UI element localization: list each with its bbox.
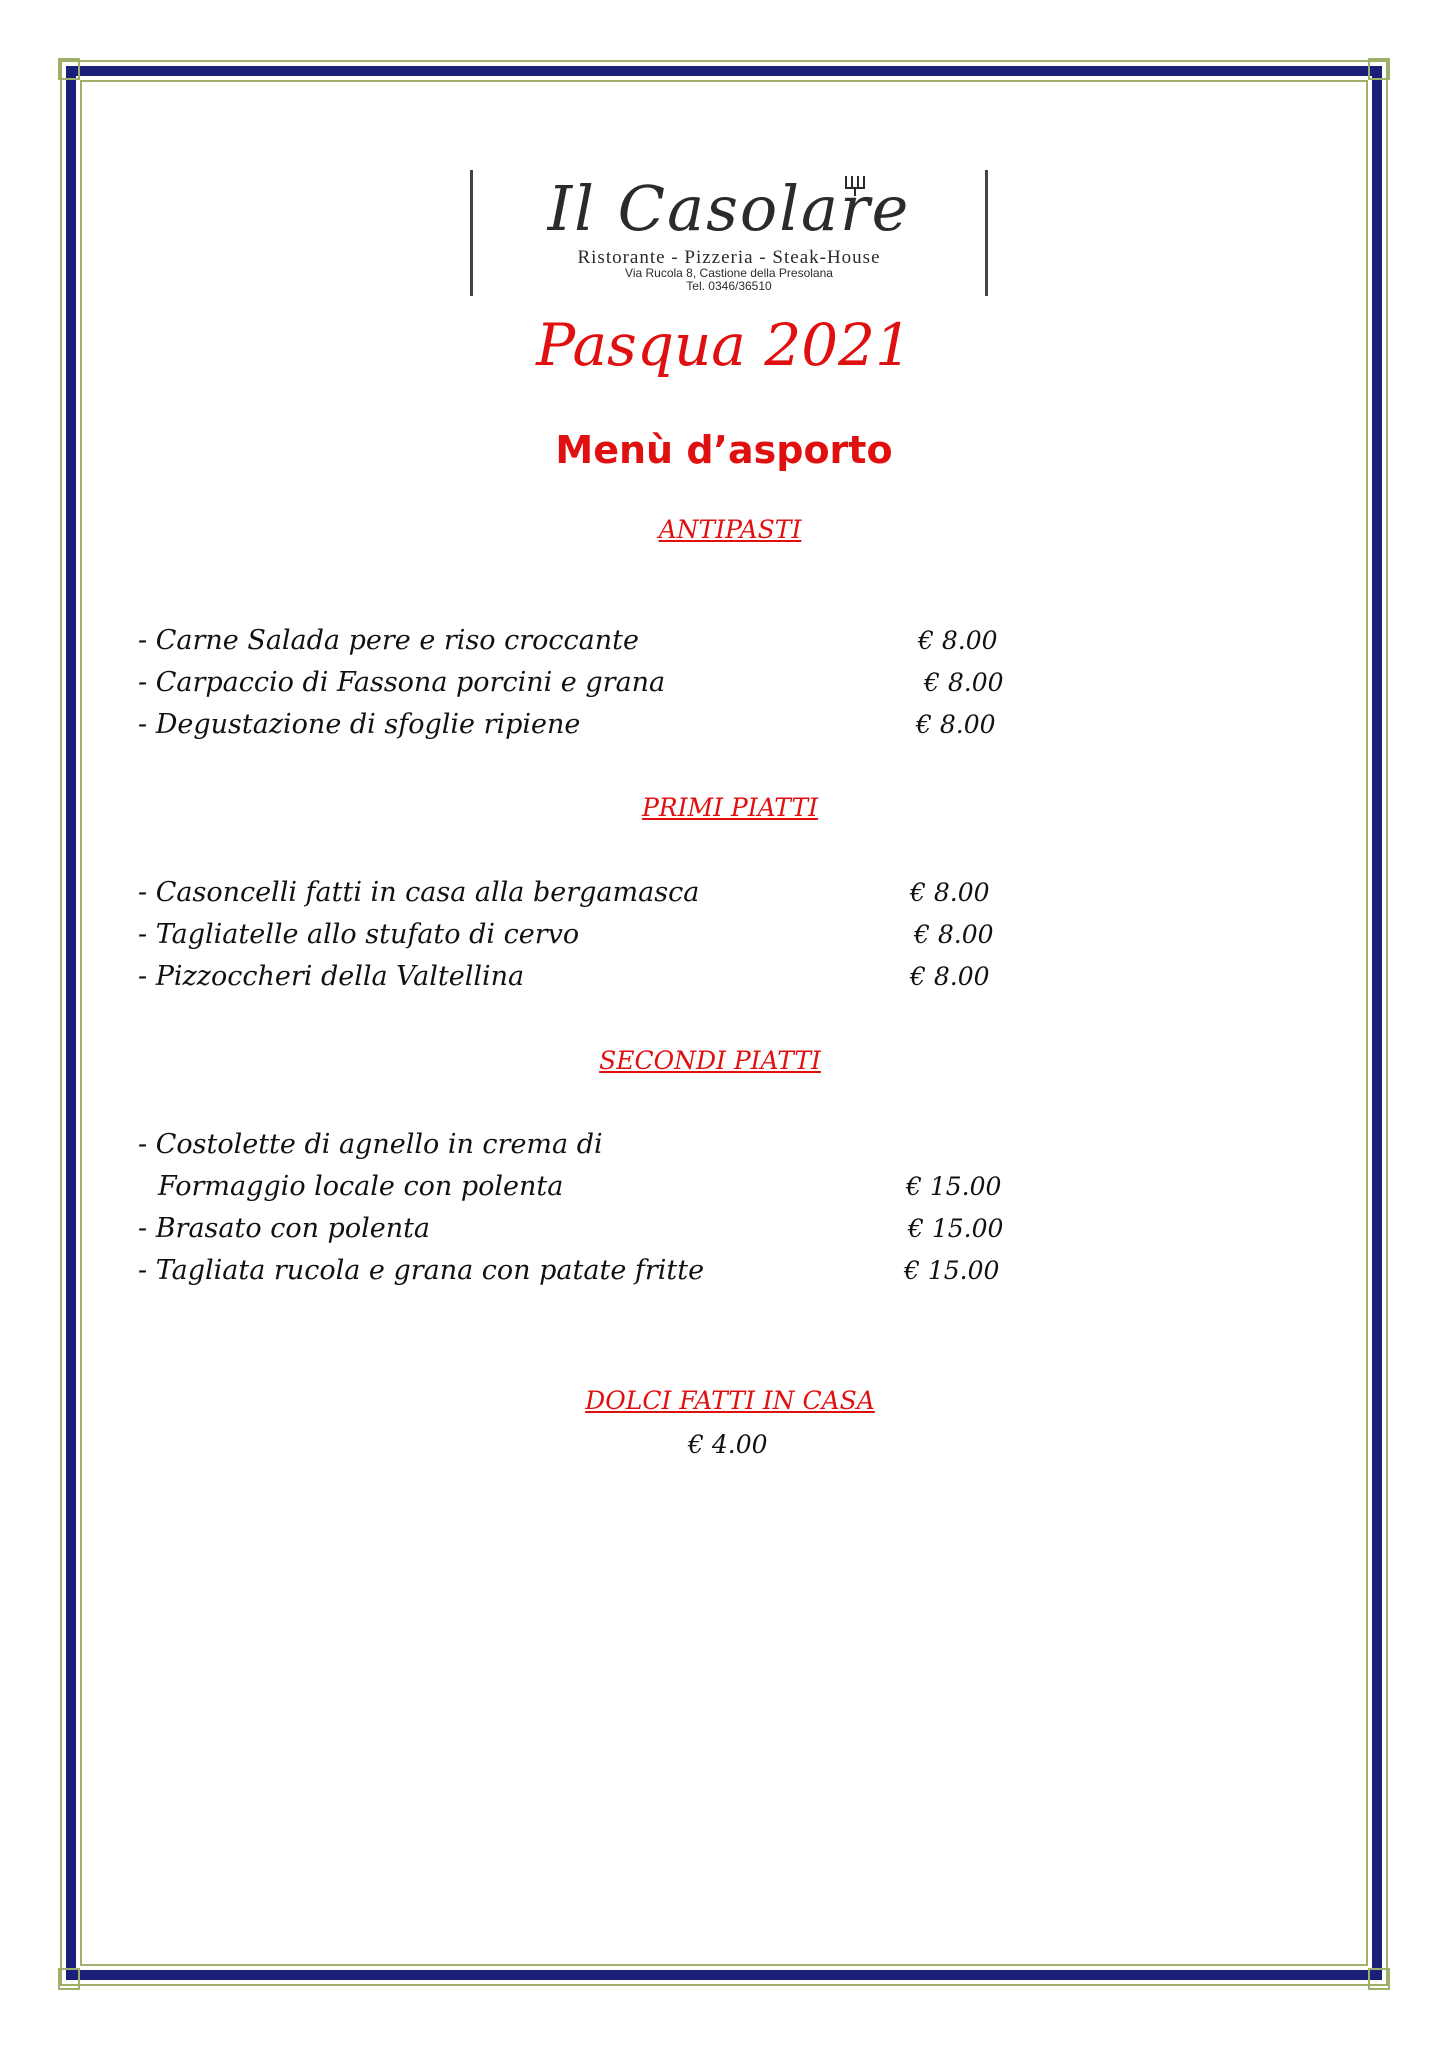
- menu-item-price: € 15.00: [904, 1256, 1000, 1285]
- border-corner-ornament: [58, 58, 80, 80]
- menu-item-price: € 8.00: [924, 668, 1004, 697]
- page-title: Pasqua 2021: [536, 311, 912, 379]
- menu-item: - Tagliatelle allo stufato di cervo: [138, 919, 580, 950]
- page-subtitle: Menù d’asporto: [555, 428, 893, 472]
- logo-bar-right: [985, 170, 988, 296]
- menu-item: - Costolette di agnello in crema di: [138, 1129, 603, 1160]
- border-corner-ornament: [1368, 1968, 1390, 1990]
- menu-item-price: € 8.00: [916, 710, 996, 739]
- menu-item: - Degustazione di sfoglie ripiene: [138, 709, 581, 740]
- dessert-price: € 4.00: [688, 1430, 768, 1459]
- menu-item: - Carpaccio di Fassona porcini e grana: [138, 667, 666, 698]
- menu-item-price: € 8.00: [918, 626, 998, 655]
- menu-item: - Brasato con polenta: [138, 1213, 431, 1244]
- menu-item-continuation: Formaggio locale con polenta: [158, 1171, 564, 1202]
- menu-item: - Tagliata rucola e grana con patate fritte: [138, 1255, 705, 1286]
- section-heading-primi-piatti: PRIMI PIATTI: [641, 793, 818, 822]
- border-corner-ornament: [1368, 58, 1390, 80]
- border-corner-ornament: [58, 1968, 80, 1990]
- section-heading-dolci: DOLCI FATTI IN CASA: [585, 1386, 875, 1415]
- section-heading-secondi-piatti: SECONDI PIATTI: [599, 1046, 821, 1075]
- restaurant-logo: [470, 170, 988, 298]
- section-heading-antipasti: ANTIPASTI: [658, 515, 802, 544]
- menu-item: - Carne Salada pere e riso croccante: [138, 625, 639, 656]
- menu-item-price: € 8.00: [914, 920, 994, 949]
- logo-bar-left: [470, 170, 473, 296]
- fork-icon: [842, 176, 868, 196]
- logo-subtitle: Ristorante - Pizzeria - Steak-House: [577, 247, 881, 268]
- logo-address: Via Rucola 8, Castione della Presolana: [625, 266, 833, 280]
- logo-phone: Tel. 0346/36510: [686, 279, 772, 293]
- menu-item-price: € 8.00: [910, 962, 990, 991]
- menu-item-price: € 15.00: [908, 1214, 1004, 1243]
- menu-item: - Casoncelli fatti in casa alla bergamasca: [138, 877, 700, 908]
- logo-name: Il Casolare: [547, 172, 911, 245]
- menu-item-price: € 8.00: [910, 878, 990, 907]
- menu-item-price: € 15.00: [906, 1172, 1002, 1201]
- menu-item: - Pizzoccheri della Valtellina: [138, 961, 525, 992]
